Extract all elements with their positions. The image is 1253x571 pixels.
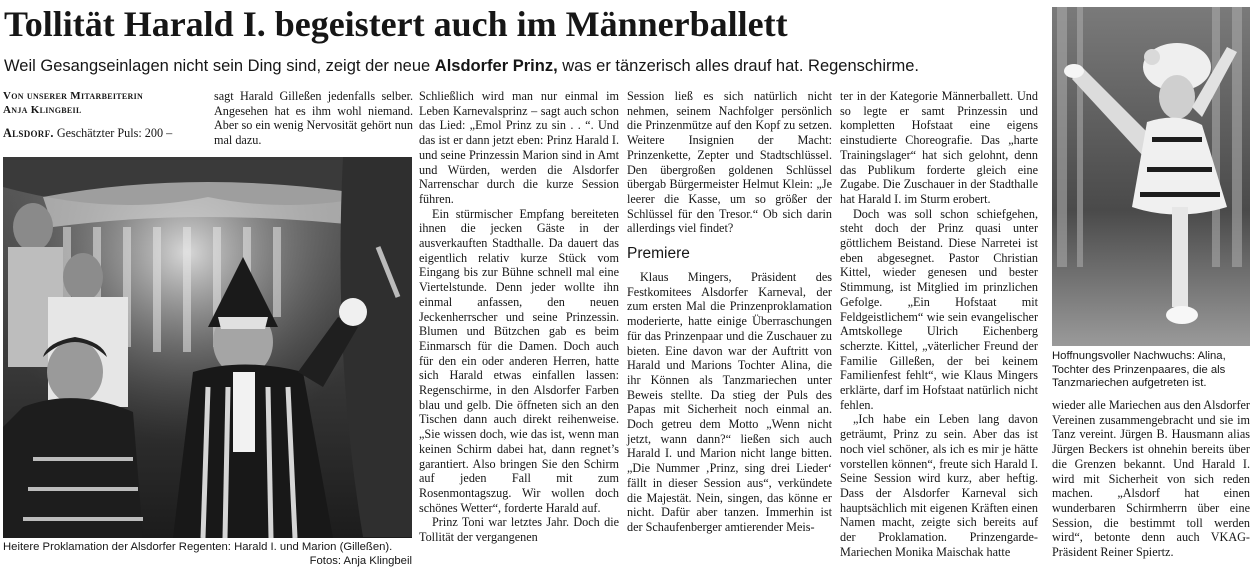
photo-image xyxy=(1052,7,1250,346)
article-column-4 xyxy=(627,89,832,535)
column-4-paragraph: Klaus Mingers, Präsident des Festkomitees Alsdorfer Karneval, der zum ersten Mal die Prinzenproklamation moderierte, hatte einige Überraschungen für das Prinzenpaar und die Zuschauer zu bieten. Eine davon war der Auftritt von Harald und Marions Tochter Alina, die ihr Können als Tanzmariechen unter Beweis stellte. Da stieg der Puls des Papas mit Sicherheit noch einmal an. Doch getreu dem Motto „Wenn nicht jetzt, wann dann?“ ließen sich auch Harald I. und Marion nicht lange bitten. „Die Nummer ‚Prinz, sing drei Lieder‘ fällt in dieser Session aus“, verkündete die Majestät. Nein, singen, das könne er nicht. Dafür aber tanzen. Immerhin ist der Schaufenberger amtierender Meis- xyxy=(627,270,832,534)
column-2-paragraph: sagt Harald Gilleßen jedenfalls selber. Angesehen hat es ihm wohl niemand. Aber so ein wenig Nervosität gehört nun mal dazu. xyxy=(214,89,413,148)
subhead-bold: Alsdorfer Prinz, xyxy=(434,57,558,75)
byline-author: Anja Klingbeil xyxy=(3,104,82,116)
headline: Tollität Harald I. begeistert auch im Männerballett xyxy=(4,4,788,44)
subhead-text-end: was er tänzerisch alles drauf hat. Regenschirme. xyxy=(557,57,919,75)
photo-caption-dancer: Hoffnungsvoller Nachwuchs: Alina, Tochter des Prinzenpaares, die als Tanzmariechen aufgetreten ist. xyxy=(1052,350,1226,389)
column-6-paragraph: wieder alle Mariechen aus den Alsdorfer Vereinen zusammengebracht und sie im Tanz vereint. Jürgen B. Hausmann alias Jürgen Beckers ist ohnehin bereits über die Grenzen bekannt. Und Harald I. wird mit Sicherheit von sich reden machen. „Alsdorf hat einen wunderbaren Schirmherrn über eine Session, die bestimmt toll werden wird“, betonte denn auch VKAG-Präsident Reiner Spiertz. xyxy=(1052,398,1250,560)
photo-credit: Fotos: Anja Klingbeil xyxy=(309,554,412,567)
byline-line-1: Von unserer Mitarbeiterin xyxy=(3,90,144,102)
article-column-2 xyxy=(214,89,413,148)
column-4-paragraph: Session ließ es sich natürlich nicht nehmen, seinem Nachfolger persönlich die Prinzenmütze auf den Kopf zu setzen. Weitere Insignien der Macht: Prinzenkette, Zepter und Stadtschlüssel. Den übergroßen goldenen Schlüssel übergab Bürgermeister Helmut Klein: „Je leerer die Kasse, um so größer der Schlüssel für den Tresor.“ Ob sich darin allerdings viel findet? xyxy=(627,89,832,236)
column-5-paragraph: Doch was soll schon schiefgehen, steht doch der Prinz quasi unter göttlichem Beistand. Diese Narretei ist eben abgesegnet. Pastor Christian Kittel, wieder genesen und bester Stimmung, ist Mitglied im prinzlichen Gefolge. „Ein Hofstaat mit Feldgeistlichem“ wie sein evangelischer Amtskollege Ulrich Eichenberg scherzte. Kittel, „väterlicher Freund der Familie Gilleßen, der bei keinem Familienfest fehlt“, wie Klaus Mingers erklärte, darf im Hofstaat natürlich nicht fehlen. xyxy=(840,206,1038,412)
column-3-paragraph: Schließlich wird man nur einmal im Leben Karnevalsprinz – sagt auch schon das Lied: „Emol Prinz zu sin . . “. Und das ist er dann jetzt eben: Prinz Harald I. und seine Prinzessin Marion sind in Amt und Würden, werden die Alsdorfer Narrenschar durch die kurze Session führen. xyxy=(419,89,619,206)
caption-text: Heitere Proklamation der Alsdorfer Regenten: Harald I. und Marion (Gilleßen). xyxy=(3,541,393,553)
dateline: Alsdorf. xyxy=(3,126,54,140)
lead-text: Geschätzter Puls: 200 – xyxy=(56,126,173,140)
column-5-paragraph: ter in der Kategorie Männerballett. Und so legte er samt Prinzessin und kompletten Hofstaat eine eigens einstudierte Choreografie. Das „harte Trainingslager“ hat sich gelohnt, denn das Publikum forderte gleich eine Zugabe. Die Zuschauer in der Stadthalle hat Harald I. im Sturm erobert. xyxy=(840,89,1038,206)
subhead xyxy=(4,54,1044,78)
photo-image xyxy=(3,157,412,538)
article-column-1 xyxy=(3,89,208,141)
article-column-5 xyxy=(840,89,1038,560)
column-3-paragraph: Prinz Toni war letztes Jahr. Doch die Tollität der vergangenen xyxy=(419,515,619,545)
section-heading: Premiere xyxy=(627,245,690,263)
photo-prince-and-princess xyxy=(3,157,412,538)
article-column-3 xyxy=(419,89,619,545)
column-5-paragraph: „Ich habe ein Leben lang davon geträumt, Prinz zu sein. Aber das ist noch viel schöner, als ich es mir je hätte vorstellen können“, freute sich Harald I. Seine Session wird kurz, aber heftig. Dass der Alsdorfer Karneval sich hauptsächlich mit eigenen Kräften einen Namen macht, zeigte sich bereits auf der Proklamation. Prinzengarde-Mariechen Monika Maischak hatte xyxy=(840,412,1038,559)
article-column-6 xyxy=(1052,398,1250,560)
lead-paragraph xyxy=(3,126,208,141)
byline xyxy=(3,89,208,117)
subhead-text: Weil Gesangseinlagen nicht sein Ding sind, zeigt der neue xyxy=(4,57,435,75)
photo-dance-girl xyxy=(1052,7,1250,346)
photo-caption-regents xyxy=(3,541,412,568)
column-3-paragraph: Ein stürmischer Empfang bereiteten ihnen die jecken Gäste in der ausverkauften Stadthalle. Da dauert das eigentlich relativ kurze Stück vom Eingang bis zur Bühne schnell mal eine Viertelstunde. Denn jeder wollte ihn einmal anfassen, den neuen Jeckenherrscher und seine Prinzessin. Blumen und Bützchen gab es beim Einmarsch für die Damen. Doch auch für den ein oder anderen Herren, hatte sich Harald etwas einfallen lassen: Regenschirme, in den Alsdorfer Farben blau und gelb. Die öffneten sich an den Tischen dann auch direkt reihenweise. „Sie wissen doch, wie das ist, wenn man keinen Schirm dabei hat, dann regnet’s garantiert. Also bringen Sie den Schirm auf jeden Fall mit zum Rosenmontagszug. Wir wollen doch schönes Wetter“, forderte Harald auf. xyxy=(419,206,619,515)
